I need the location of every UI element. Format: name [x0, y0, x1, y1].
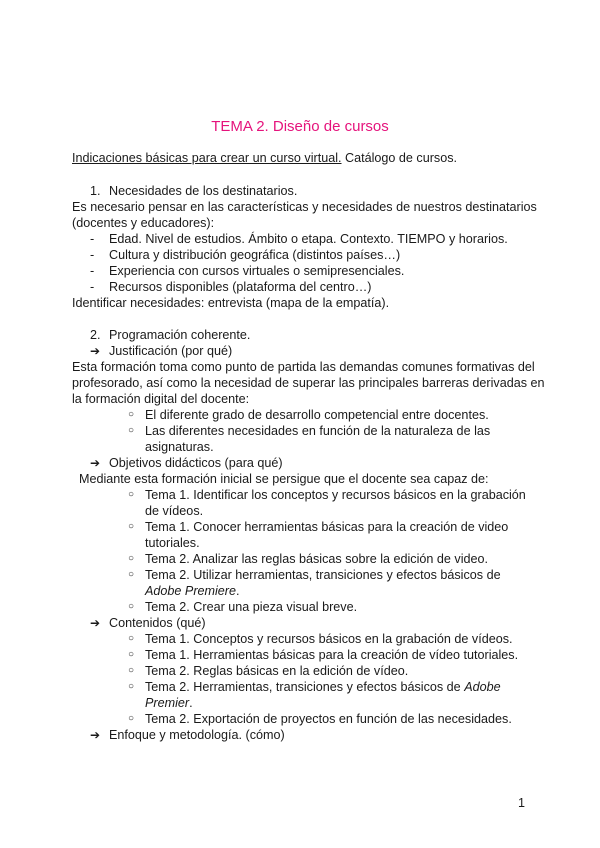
circle-bullet-icon: ○ — [128, 489, 135, 500]
intro-line — [72, 150, 457, 166]
justificacion-bullet-1: El diferente grado de desarrollo competencial entre docentes. — [145, 408, 489, 422]
intro-underlined: Indicaciones básicas para crear un curso virtual. — [72, 151, 342, 165]
circle-bullet-icon: ○ — [128, 713, 135, 724]
contenido-4-italic-2: Premier — [145, 696, 190, 710]
sec1-item-3: Experiencia con cursos virtuales o semipresenciales. — [109, 264, 405, 278]
justificacion-bullet-2-line2: asignaturas. — [145, 440, 214, 454]
contenido-3: Tema 2. Reglas básicas en la edición de vídeo. — [145, 664, 409, 678]
sec2-heading: Programación coherente. — [109, 328, 251, 342]
objetivo-2-line2: tutoriales. — [145, 536, 200, 550]
dash-marker: - — [90, 264, 95, 278]
objetivo-1-line1: Tema 1. Identificar los conceptos y recursos básicos en la grabación — [145, 488, 526, 502]
page-title: TEMA 2. Diseño de cursos — [211, 118, 389, 135]
circle-bullet-icon: ○ — [128, 601, 135, 612]
justificacion-line2: profesorado, así como la necesidad de superar las principales barreras derivadas en — [72, 376, 545, 390]
sec1-closing: Identificar necesidades: entrevista (mapa de la empatía). — [72, 296, 390, 310]
justificacion-line1: Esta formación toma como punto de partida las demandas comunes formativas del — [72, 360, 535, 374]
page-number: 1 — [518, 796, 526, 810]
justificacion-bullet-2-line1: Las diferentes necesidades en función de la naturaleza de las — [145, 424, 491, 438]
sec1-para-line2: (docentes y educadores): — [72, 216, 215, 230]
intro-rest: Catálogo de cursos. — [341, 151, 458, 165]
sec1-number: 1. — [90, 184, 101, 198]
arrow-icon: ➔ — [90, 456, 101, 470]
sec1-item-1: Edad. Nivel de estudios. Ámbito o etapa. Contexto. TIEMPO y horarios. — [109, 232, 508, 246]
objetivo-5: Tema 2. Crear una pieza visual breve. — [145, 600, 358, 614]
objetivos-heading: Objetivos didácticos (para qué) — [109, 456, 283, 470]
objetivos-intro: Mediante esta formación inicial se persigue que el docente sea capaz de: — [79, 472, 489, 486]
sec1-item-2: Cultura y distribución geográfica (distintos países…) — [109, 248, 401, 262]
objetivo-1-line2: de vídeos. — [145, 504, 204, 518]
dash-marker: - — [90, 248, 95, 262]
arrow-icon: ➔ — [90, 728, 101, 742]
enfoque-heading: Enfoque y metodología. (cómo) — [109, 728, 285, 742]
contenido-5: Tema 2. Exportación de proyectos en función de las necesidades. — [145, 712, 512, 726]
arrow-icon: ➔ — [90, 616, 101, 630]
arrow-icon: ➔ — [90, 344, 101, 358]
circle-bullet-icon: ○ — [128, 649, 135, 660]
dash-marker: - — [90, 232, 95, 246]
circle-bullet-icon: ○ — [128, 569, 135, 580]
contenidos-heading: Contenidos (qué) — [109, 616, 206, 630]
justificacion-heading: Justificación (por qué) — [109, 344, 233, 358]
contenido-4-text: Tema 2. Herramientas, transiciones y efectos básicos de — [145, 680, 465, 694]
dash-marker: - — [90, 280, 95, 294]
sec2-number: 2. — [90, 328, 101, 342]
circle-bullet-icon: ○ — [128, 633, 135, 644]
objetivo-2-line1: Tema 1. Conocer herramientas básicas para la creación de video — [145, 520, 509, 534]
sec1-para-line1: Es necesario pensar en las características y necesidades de nuestros destinatarios — [72, 200, 537, 214]
objetivo-4-italic: Adobe Premiere — [145, 584, 237, 598]
sec1-heading: Necesidades de los destinatarios. — [109, 184, 298, 198]
contenido-4-line1 — [145, 679, 501, 695]
contenido-2: Tema 1. Herramientas básicas para la creación de vídeo tutoriales. — [145, 648, 519, 662]
objetivo-4-period: . — [236, 584, 240, 598]
circle-bullet-icon: ○ — [128, 681, 135, 692]
objetivo-3: Tema 2. Analizar las reglas básicas sobre la edición de video. — [145, 552, 489, 566]
circle-bullet-icon: ○ — [128, 553, 135, 564]
sec1-item-4: Recursos disponibles (plataforma del centro…) — [109, 280, 372, 294]
contenido-1: Tema 1. Conceptos y recursos básicos en la grabación de vídeos. — [145, 632, 513, 646]
contenido-4-period: . — [189, 696, 193, 710]
circle-bullet-icon: ○ — [128, 665, 135, 676]
circle-bullet-icon: ○ — [128, 521, 135, 532]
contenido-4-italic: Adobe — [464, 680, 501, 694]
justificacion-line3: la formación digital del docente: — [72, 392, 250, 406]
circle-bullet-icon: ○ — [128, 409, 135, 420]
objetivo-4-line1: Tema 2. Utilizar herramientas, transiciones y efectos básicos de — [145, 568, 501, 582]
contenido-4-line2 — [145, 695, 193, 711]
objetivo-4-line2 — [145, 583, 240, 599]
circle-bullet-icon: ○ — [128, 425, 135, 436]
